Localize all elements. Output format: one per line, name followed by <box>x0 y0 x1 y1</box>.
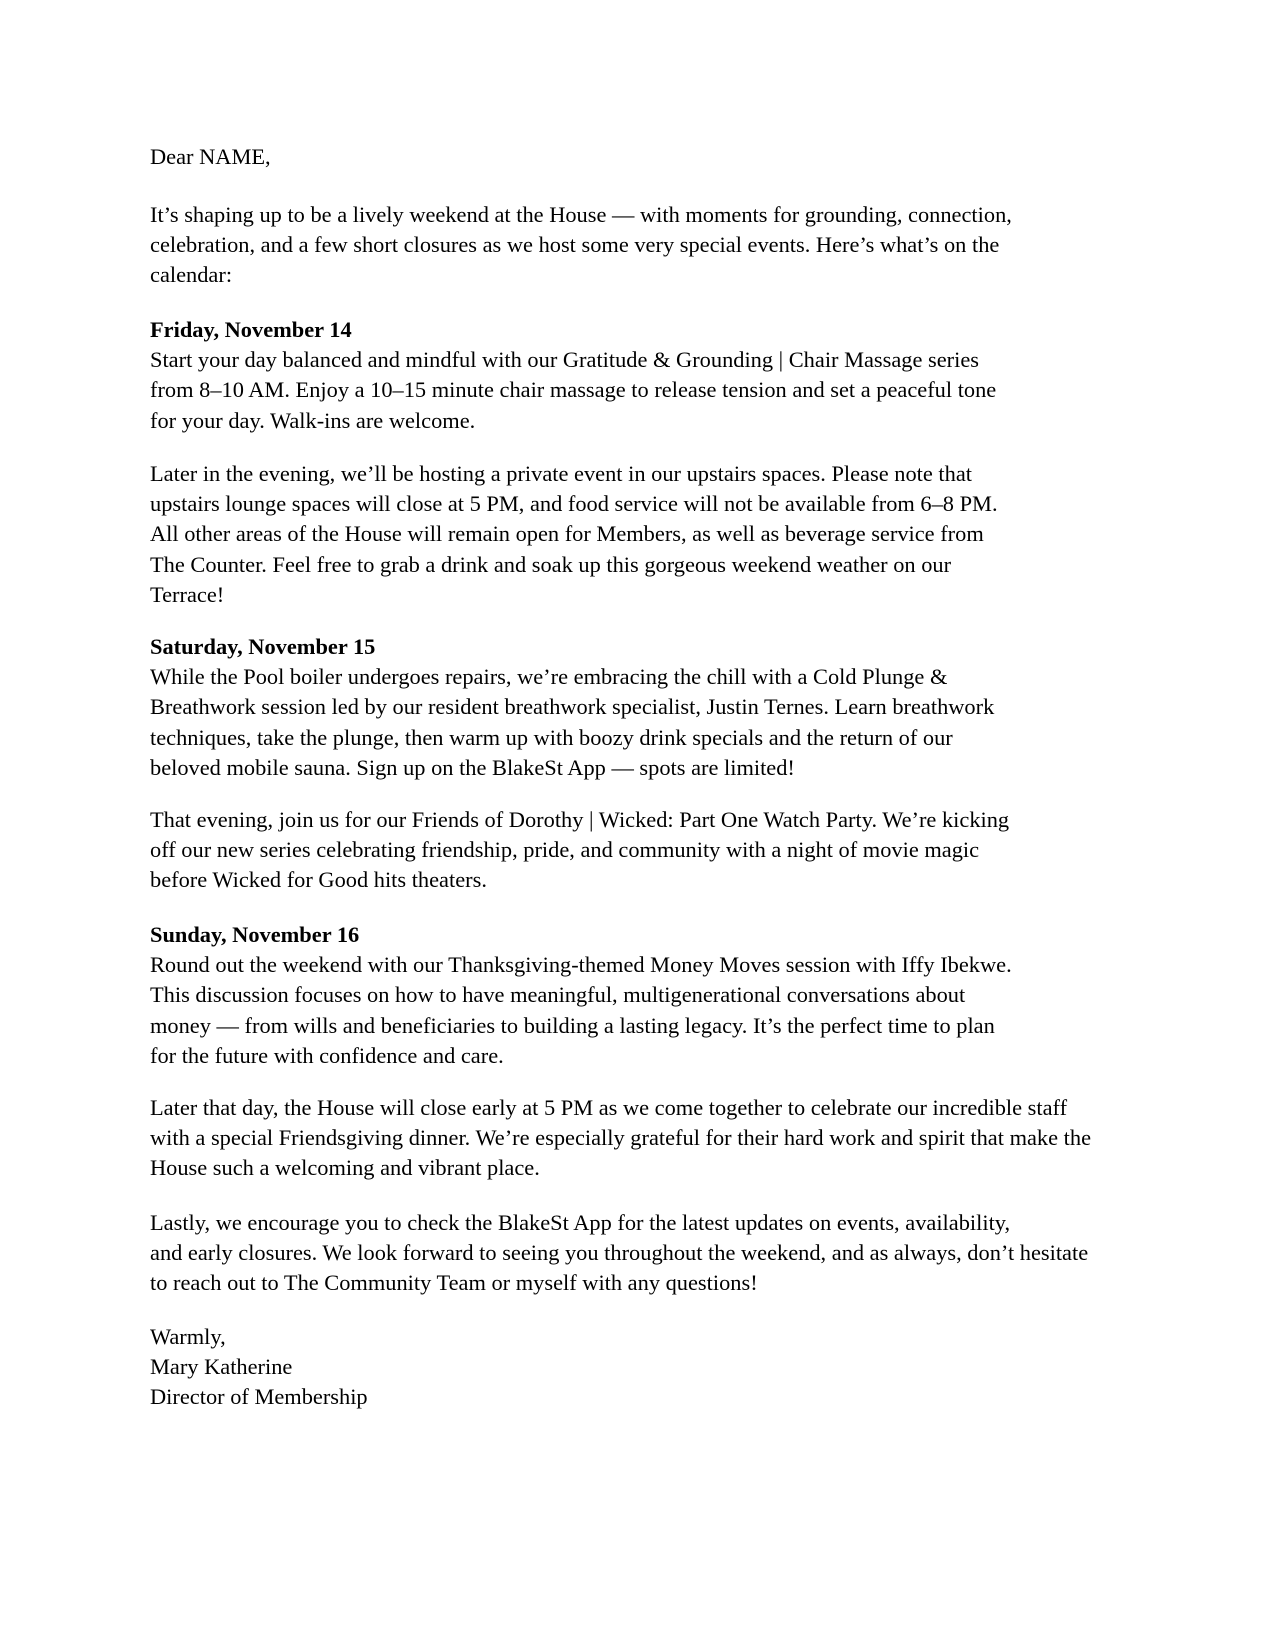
closing-paragraph <box>150 1208 1088 1299</box>
sunday-p2-line: House such a welcoming and vibrant place. <box>150 1155 540 1181</box>
saturday-p1-line: techniques, take the plunge, then warm up with boozy drink specials and the return of our <box>150 724 953 750</box>
signer-name: Mary Katherine <box>150 1354 293 1380</box>
sunday-section <box>150 920 1012 1071</box>
sunday-p1-line: This discussion focuses on how to have meaningful, multigenerational conversations about <box>150 982 966 1008</box>
saturday-p2-line: off our new series celebrating friendship, pride, and community with a night of movie magic <box>150 837 980 863</box>
friday-p1-line: from 8–10 AM. Enjoy a 10–15 minute chair massage to release tension and set a peaceful tone <box>150 377 997 403</box>
friday-section <box>150 315 996 436</box>
saturday-heading: Saturday, November 15 <box>150 634 376 659</box>
signer-title: Director of Membership <box>150 1384 368 1410</box>
closing-line: and early closures. We look forward to seeing you throughout the weekend, and as always, don’t hesitate <box>150 1240 1089 1266</box>
closing-line: Lastly, we encourage you to check the BlakeSt App for the latest updates on events, availability, <box>150 1210 1011 1235</box>
sunday-heading: Sunday, November 16 <box>150 922 360 947</box>
signature-block <box>150 1322 368 1413</box>
sunday-p2-line: with a special Friendsgiving dinner. We’re especially grateful for their hard work and spirit that make the <box>150 1125 1092 1151</box>
friday-p2-line: The Counter. Feel free to grab a drink and soak up this gorgeous weekend weather on our <box>150 551 952 577</box>
friday-p2-line: All other areas of the House will remain open for Members, as well as beverage service from <box>150 521 984 547</box>
valediction: Warmly, <box>150 1324 226 1349</box>
saturday-p2-line: That evening, join us for our Friends of Dorothy | Wicked: Part One Watch Party. We’re kicking <box>150 807 1010 832</box>
closing-line: to reach out to The Community Team or myself with any questions! <box>150 1270 758 1296</box>
saturday-section <box>150 632 994 783</box>
friday-p1-line: Start your day balanced and mindful with our Gratitude & Grounding | Chair Massage series <box>150 347 980 373</box>
sunday-p1-line: for the future with confidence and care. <box>150 1042 504 1068</box>
intro-line: calendar: <box>150 262 233 288</box>
sunday-p1-line: money — from wills and beneficiaries to building a lasting legacy. It’s the perfect time to plan <box>150 1012 995 1038</box>
sunday-p2-line: Later that day, the House will close early at 5 PM as we come together to celebrate our incredible staff <box>150 1095 1068 1120</box>
friday-p2-line: Terrace! <box>150 581 225 607</box>
intro-paragraph <box>150 200 1012 291</box>
saturday-p1-line: Breathwork session led by our resident breathwork specialist, Justin Ternes. Learn breathwork <box>150 694 995 720</box>
friday-p1-line: for your day. Walk-ins are welcome. <box>150 407 476 433</box>
sunday-p1-line: Round out the weekend with our Thanksgiving-themed Money Moves session with Iffy Ibekwe. <box>150 952 1012 978</box>
intro-line: celebration, and a few short closures as we host some very special events. Here’s what’s on the <box>150 232 1000 258</box>
friday-heading: Friday, November 14 <box>150 317 352 342</box>
saturday-p1-line: beloved mobile sauna. Sign up on the BlakeSt App — spots are limited! <box>150 754 795 780</box>
saturday-p2-line: before Wicked for Good hits theaters. <box>150 867 487 893</box>
friday-paragraph-2 <box>150 459 998 610</box>
intro-line: It’s shaping up to be a lively weekend at the House — with moments for grounding, connection, <box>150 202 1012 227</box>
friday-p2-line: upstairs lounge spaces will close at 5 PM, and food service will not be available from 6–8 PM. <box>150 491 998 517</box>
friday-p2-line: Later in the evening, we’ll be hosting a private event in our upstairs spaces. Please note that <box>150 461 972 486</box>
saturday-p1-line: While the Pool boiler undergoes repairs, we’re embracing the chill with a Cold Plunge & <box>150 664 948 690</box>
saturday-paragraph-2 <box>150 805 1009 896</box>
sunday-paragraph-2 <box>150 1093 1091 1184</box>
greeting: Dear NAME, <box>150 144 271 169</box>
